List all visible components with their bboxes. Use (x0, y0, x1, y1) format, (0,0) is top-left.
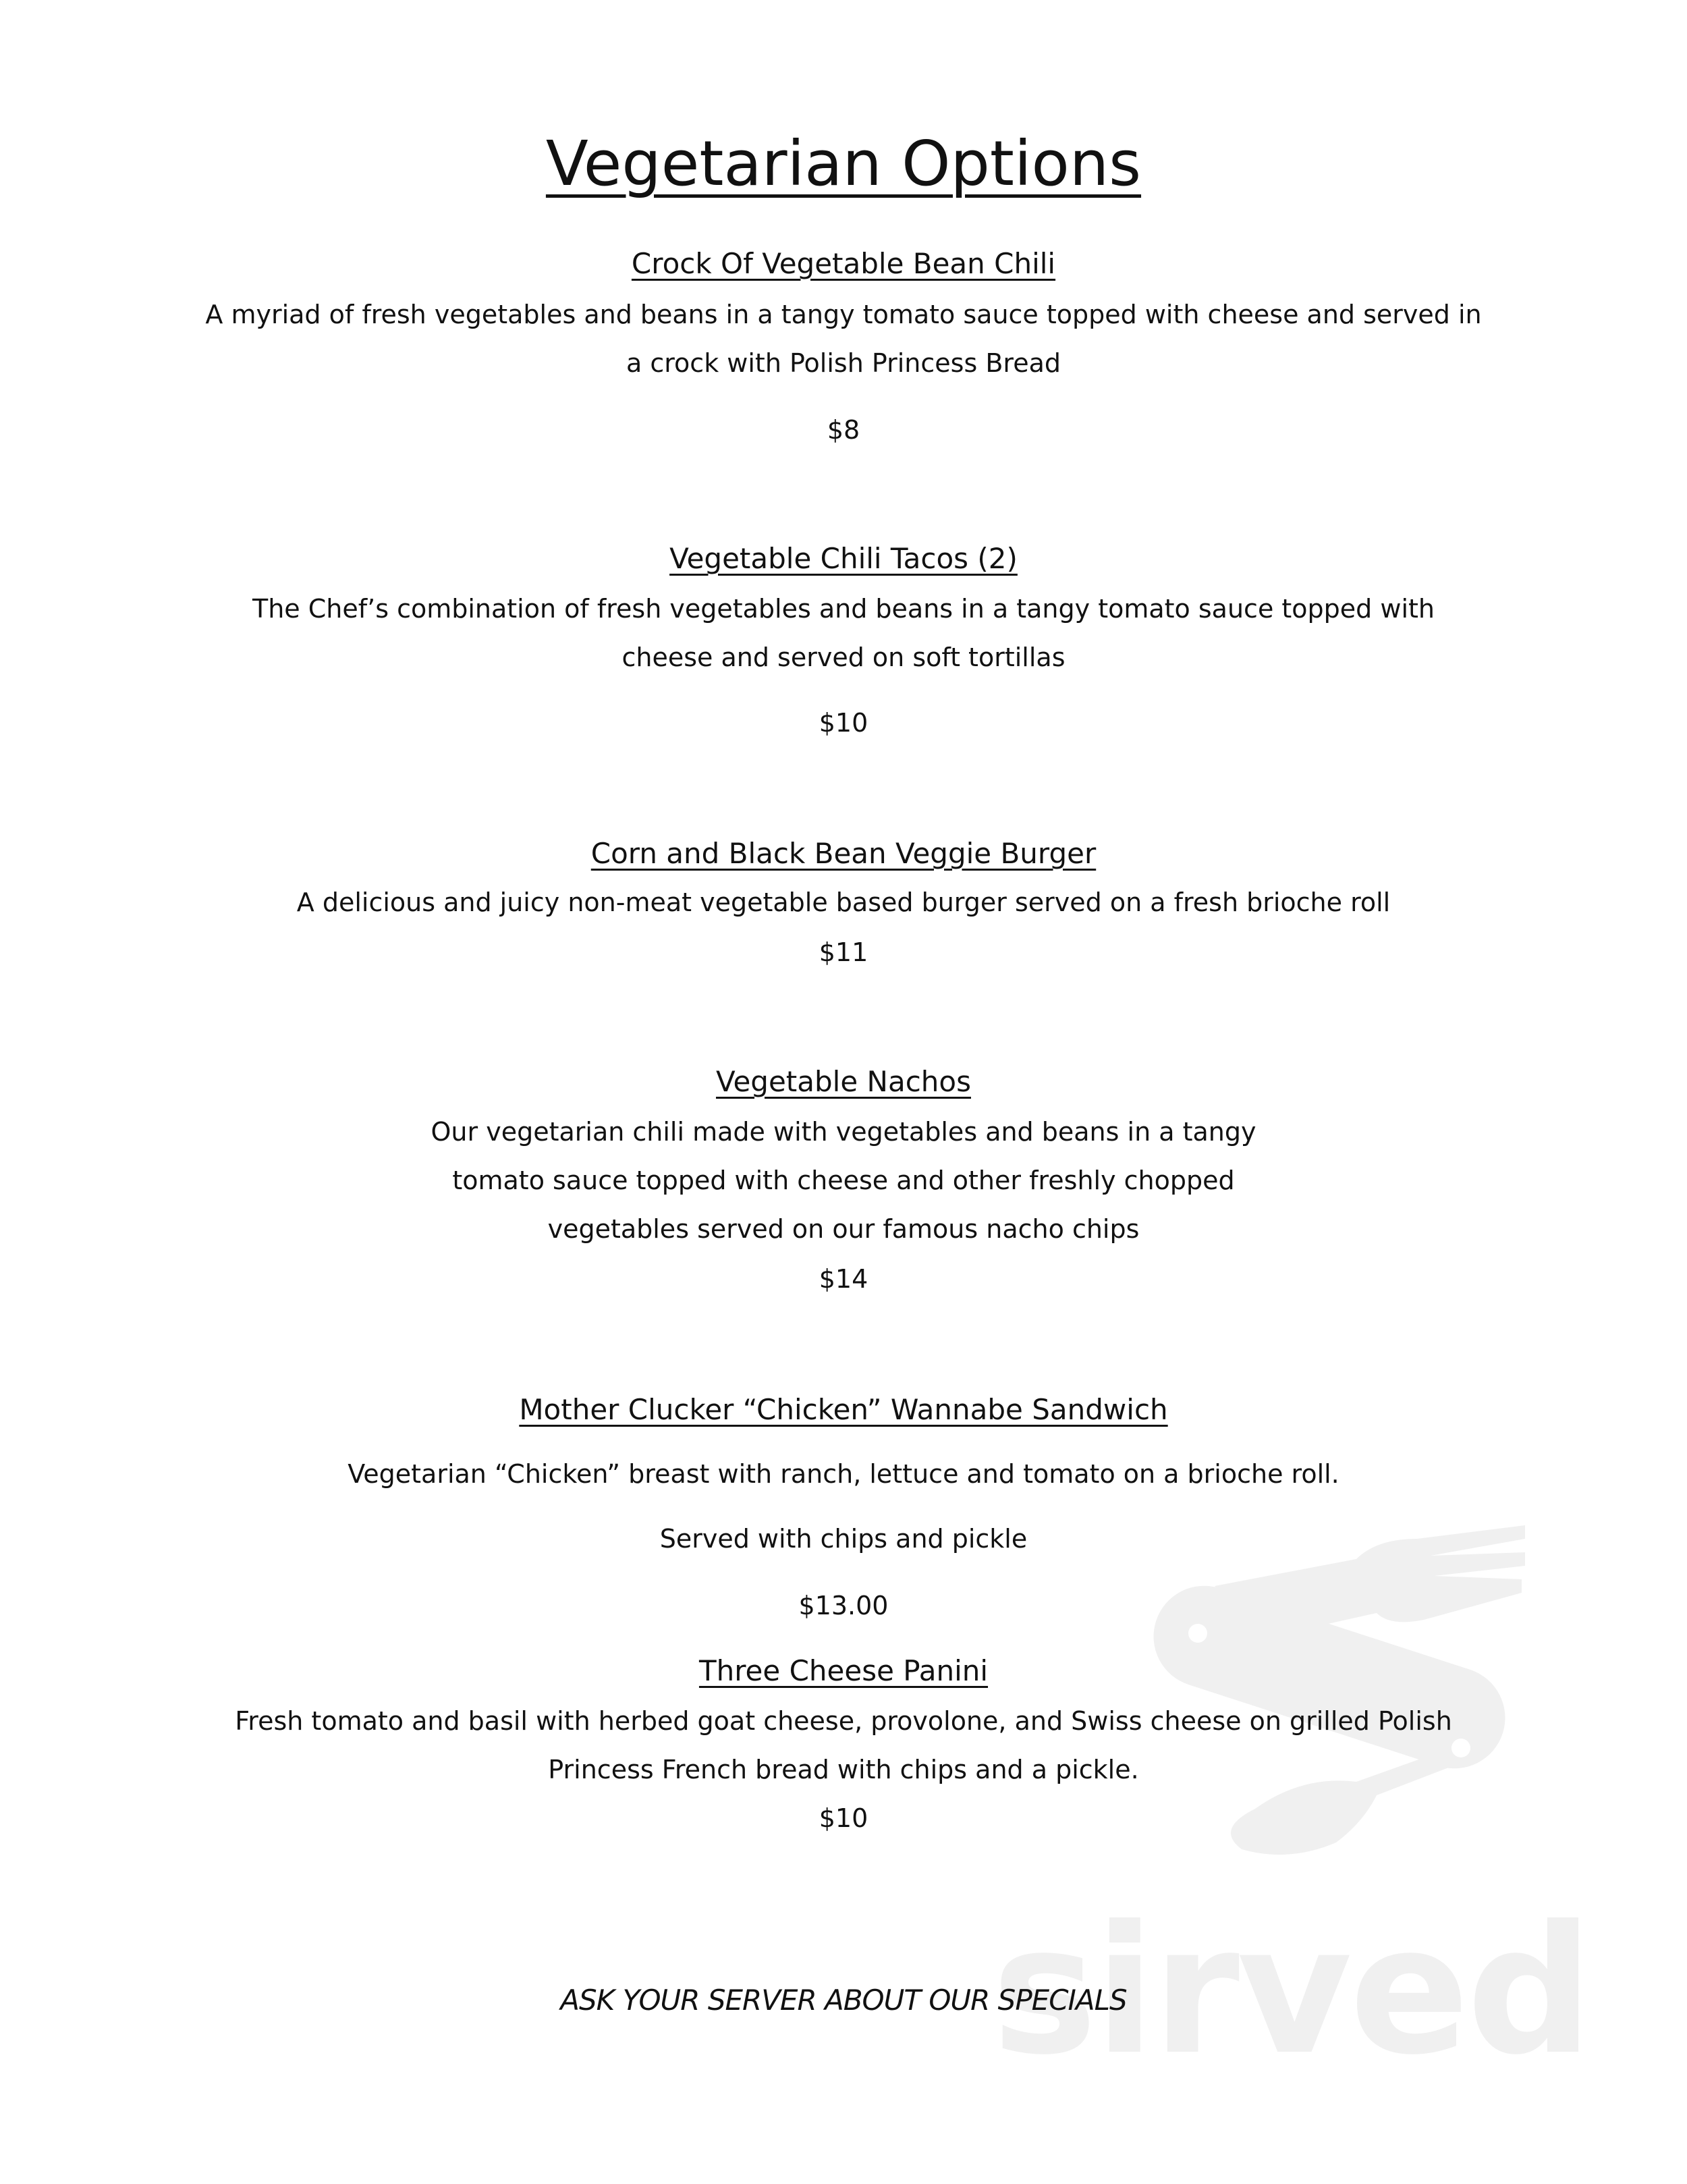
item-description: Served with chips and pickle (659, 1524, 1028, 1554)
item-description: A delicious and juicy non-meat vegetable based burger served on a fresh brioche roll (296, 888, 1391, 917)
item-name: Mother Clucker “Chicken” Wannabe Sandwich (519, 1393, 1168, 1426)
item-description: cheese and served on soft tortillas (621, 643, 1066, 672)
specials-footer: ASK YOUR SERVER ABOUT OUR SPECIALS (560, 1984, 1127, 2017)
item-description: A myriad of fresh vegetables and beans in a tangy tomato sauce topped with cheese and served in (205, 300, 1482, 329)
item-description: Fresh tomato and basil with herbed goat cheese, provolone, and Swiss cheese on grilled Polish (235, 1706, 1452, 1736)
item-name: Crock Of Vegetable Bean Chili (631, 247, 1056, 280)
item-price: $11 (819, 937, 868, 967)
item-name: Corn and Black Bean Veggie Burger (590, 837, 1097, 870)
item-price: $14 (819, 1264, 868, 1294)
item-name: Three Cheese Panini (698, 1654, 989, 1687)
item-description: The Chef’s combination of fresh vegetables and beans in a tangy tomato sauce topped with (252, 594, 1435, 624)
sirved-watermark: sirved (992, 1888, 1591, 2094)
item-description: tomato sauce topped with cheese and other freshly chopped (452, 1166, 1235, 1195)
item-description: vegetables served on our famous nacho chips (547, 1214, 1140, 1244)
item-name: Vegetable Chili Tacos (2) (669, 542, 1018, 575)
item-description: a crock with Polish Princess Bread (626, 348, 1061, 378)
item-name: Vegetable Nachos (716, 1065, 971, 1098)
item-price: $10 (819, 1803, 868, 1833)
page-title: Vegetarian Options (545, 128, 1142, 200)
item-description: Our vegetarian chili made with vegetables and beans in a tangy (431, 1117, 1256, 1147)
item-description: Vegetarian “Chicken” breast with ranch, lettuce and tomato on a brioche roll. (348, 1459, 1339, 1489)
item-price: $10 (819, 708, 868, 738)
item-price: $13.00 (798, 1591, 889, 1620)
item-price: $8 (827, 415, 860, 445)
item-description: Princess French bread with chips and a pickle. (548, 1755, 1139, 1784)
